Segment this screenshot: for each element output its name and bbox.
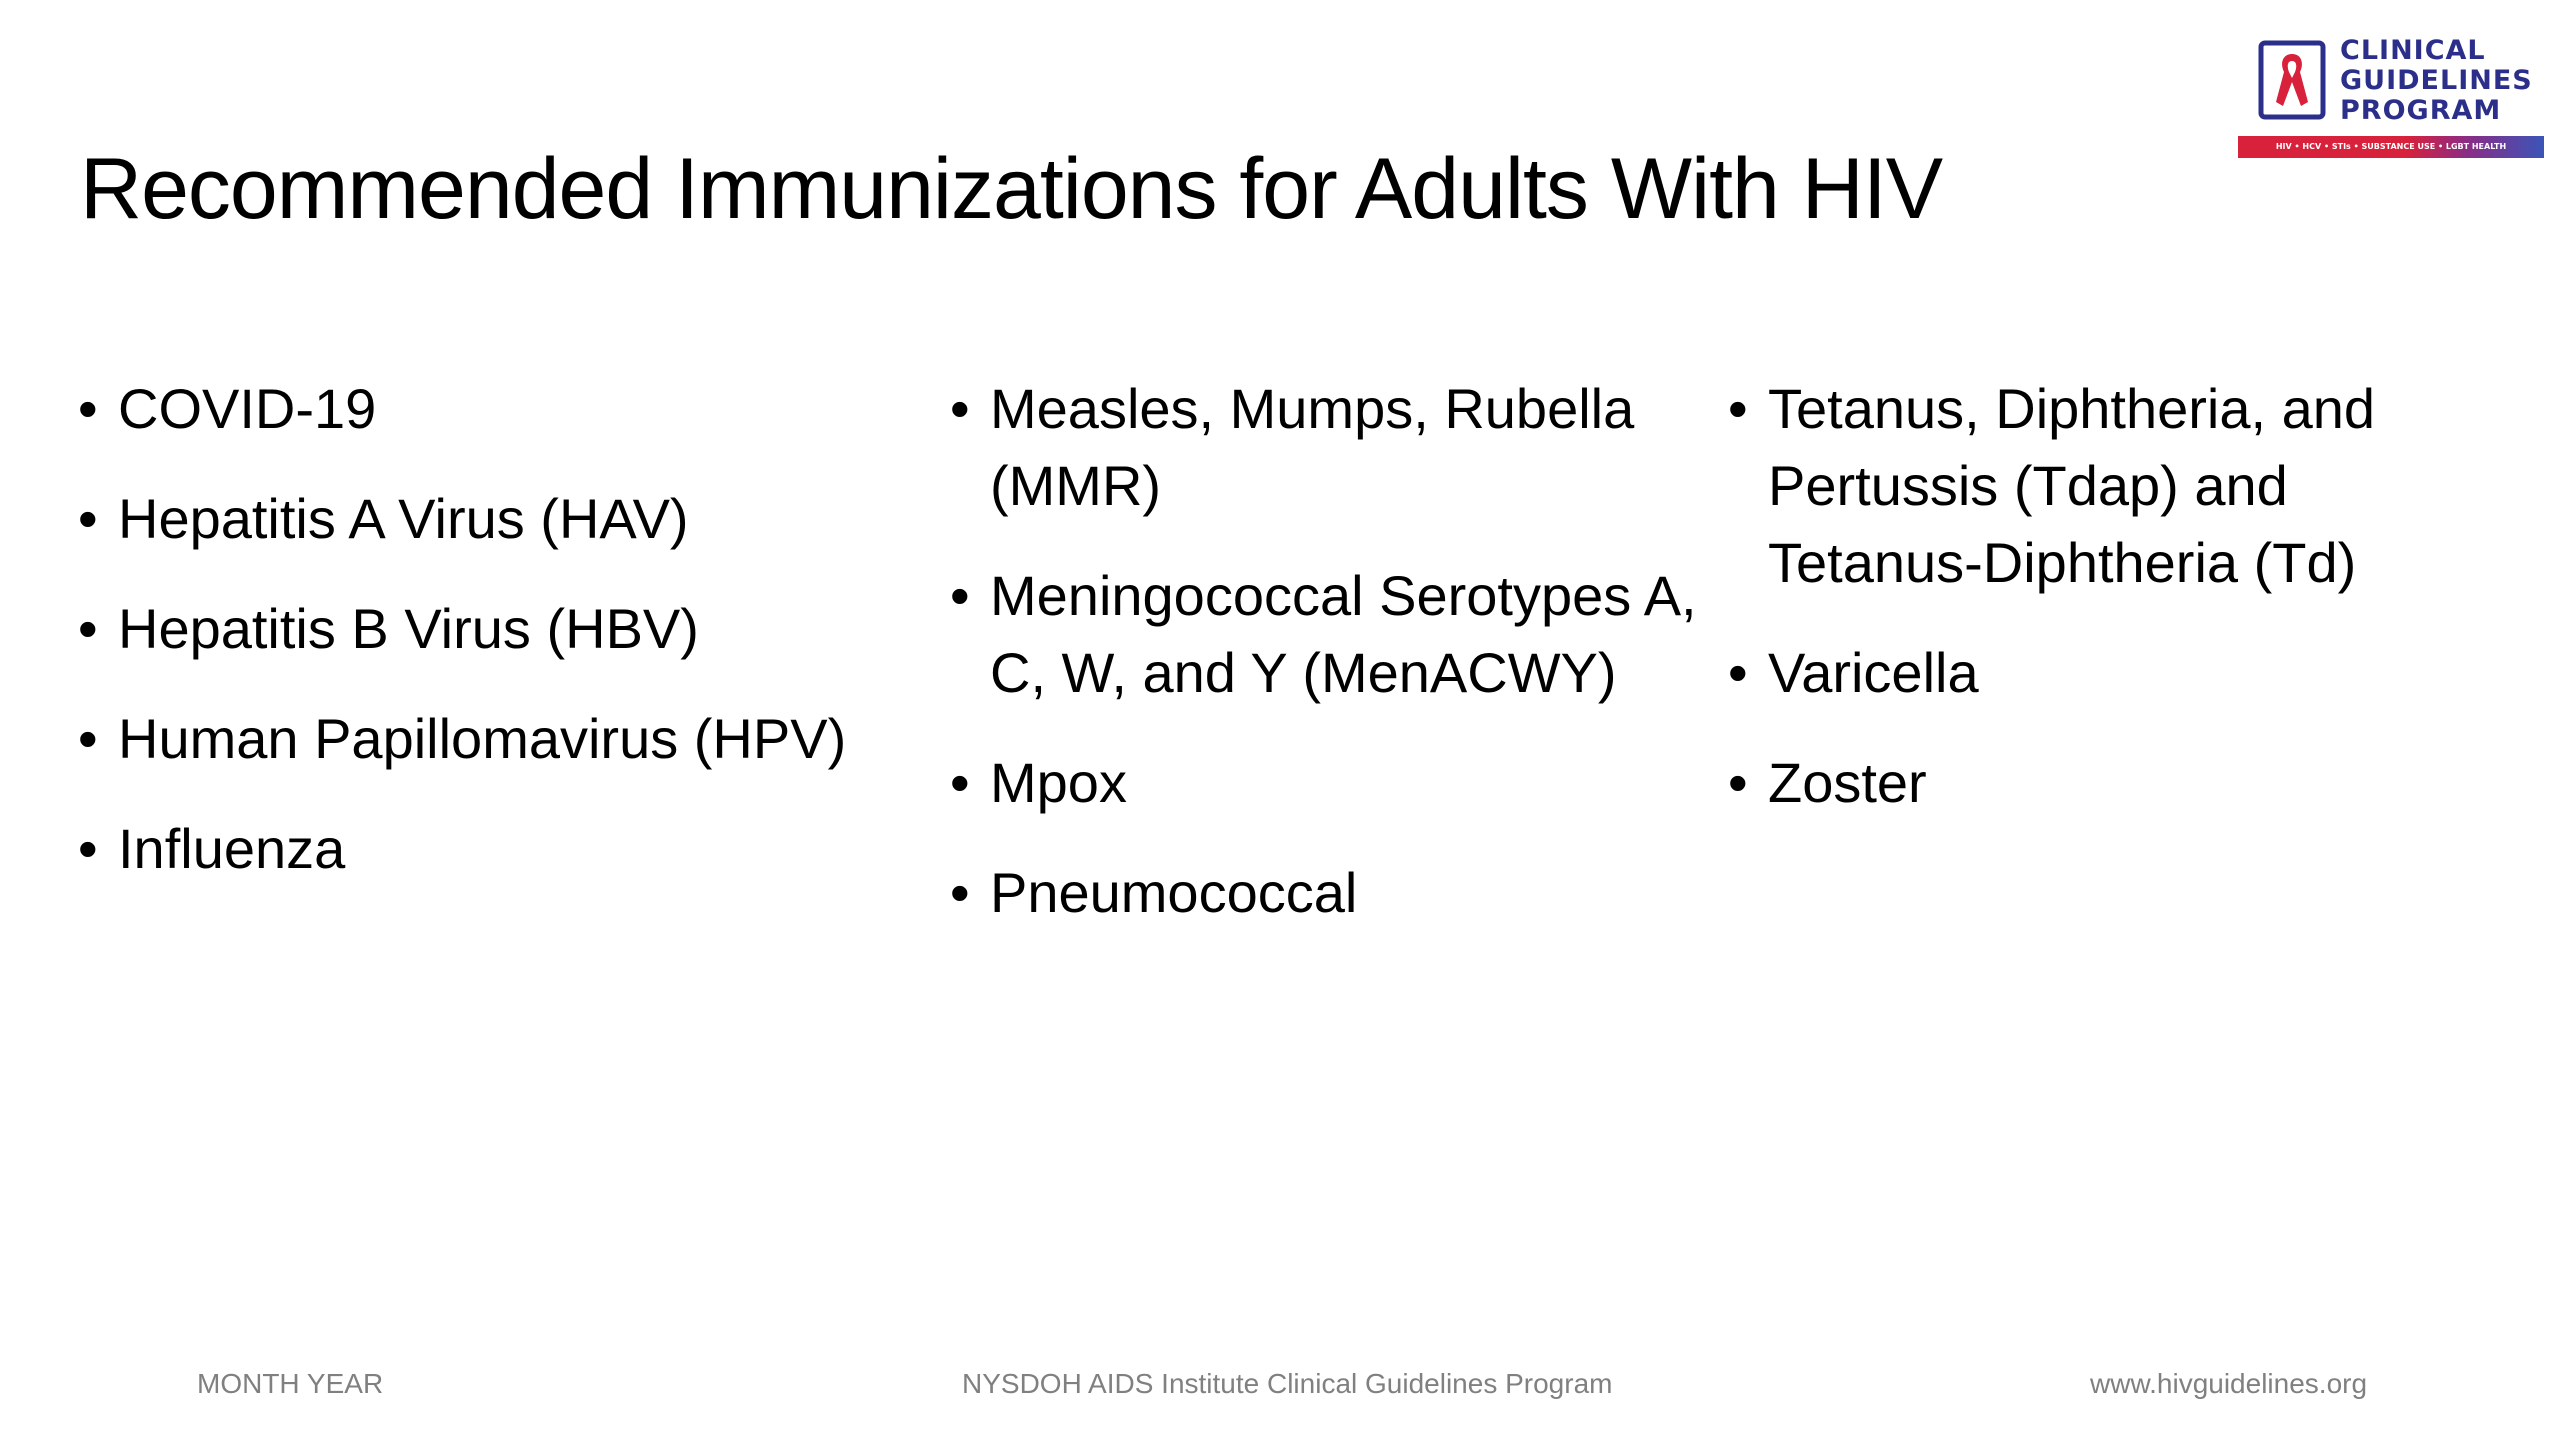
slide-title: Recommended Immunizations for Adults With HIV <box>80 141 1943 237</box>
list-item: • Human Papillomavirus (HPV) <box>78 700 928 777</box>
footer-website-link[interactable]: www.hivguidelines.org <box>2090 1368 2368 1399</box>
footer-program-name: NYSDOH AIDS Institute Clinical Guidelines Program <box>962 1368 1613 1399</box>
list-item: • Varicella <box>1728 634 2508 711</box>
bullet-column-1 <box>78 370 928 920</box>
footer-date: MONTH YEAR <box>197 1368 384 1399</box>
red-ribbon-icon <box>2258 40 2326 120</box>
logo-wordmark <box>2340 36 2533 126</box>
list-item: • Pneumococcal <box>950 854 1710 931</box>
list-item: • COVID-19 <box>78 370 928 447</box>
logo-line-1: CLINICAL <box>2340 35 2486 66</box>
list-item: • Zoster <box>1728 744 2508 821</box>
logo-tagline: HIV • HCV • STIs • SUBSTANCE USE • LGBT HEALTH <box>2275 142 2507 151</box>
list-item: • Hepatitis B Virus (HBV) <box>78 590 928 667</box>
list-item: • Tetanus, Diphtheria, and Pertussis (Tdap) and Tetanus-Diphtheria (Td) <box>1728 370 2508 601</box>
list-item: • Influenza <box>78 810 928 887</box>
bullet-column-2 <box>950 370 1710 964</box>
bullet-column-3 <box>1728 370 2508 854</box>
list-item: • Hepatitis A Virus (HAV) <box>78 480 928 557</box>
clinical-guidelines-program-logo <box>2238 36 2544 160</box>
list-item: • Mpox <box>950 744 1710 821</box>
logo-line-2: GUIDELINES <box>2340 65 2533 96</box>
list-item: • Meningococcal Serotypes A, C, W, and Y (MenACWY) <box>950 557 1710 711</box>
logo-line-3: PROGRAM <box>2340 95 2502 126</box>
list-item: • Measles, Mumps, Rubella (MMR) <box>950 370 1710 524</box>
